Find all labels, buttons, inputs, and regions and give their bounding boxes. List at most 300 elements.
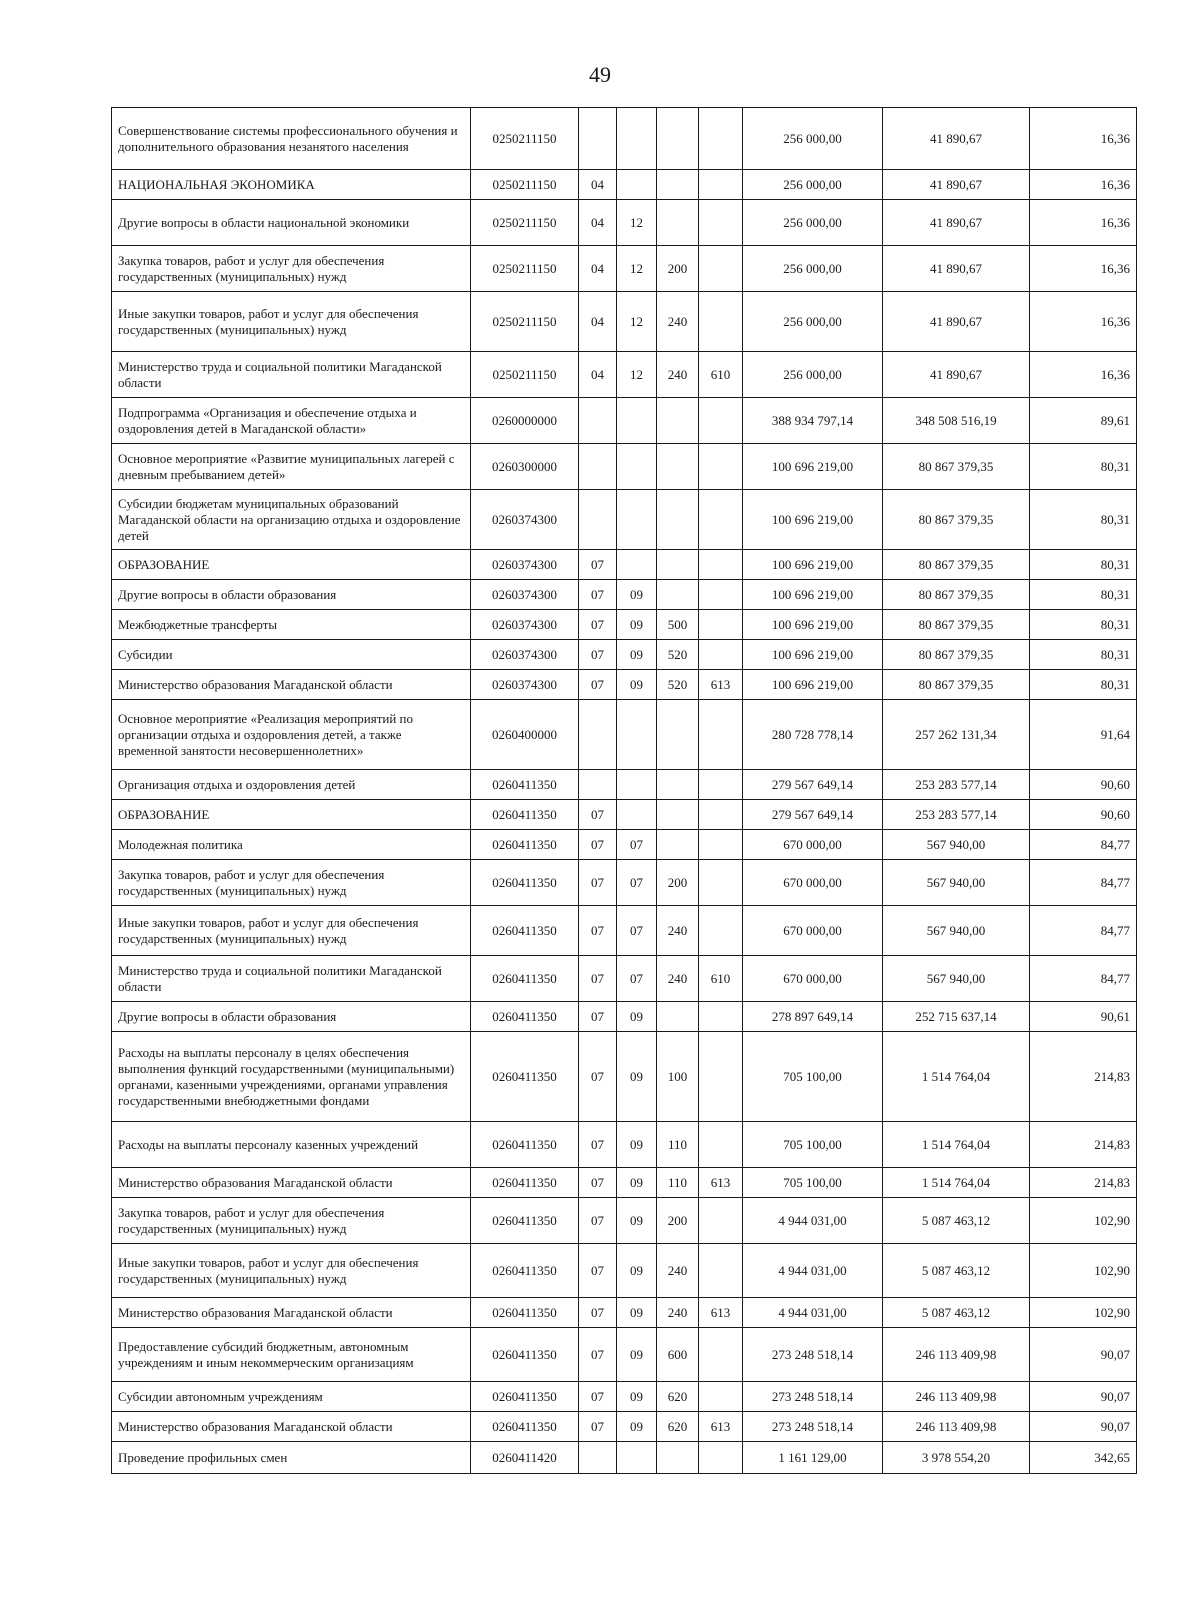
row-plan: 100 696 219,00 [743, 444, 883, 490]
row-fact: 246 113 409,98 [883, 1412, 1030, 1442]
row-percent: 80,31 [1030, 640, 1137, 670]
row-plan: 670 000,00 [743, 860, 883, 906]
row-fact: 567 940,00 [883, 830, 1030, 860]
row-percent: 16,36 [1030, 170, 1137, 200]
row-section: 04 [579, 170, 617, 200]
row-name: Подпрограмма «Организация и обеспечение отдыха и оздоровления детей в Магаданской области» [112, 398, 471, 444]
row-administrator: 613 [699, 670, 743, 700]
row-percent: 80,31 [1030, 670, 1137, 700]
row-administrator [699, 1382, 743, 1412]
row-percent: 102,90 [1030, 1198, 1137, 1244]
row-section: 04 [579, 292, 617, 352]
row-plan: 100 696 219,00 [743, 610, 883, 640]
row-name: Субсидии бюджетам муниципальных образований Магаданской области на организацию отдыха и оздоровление детей [112, 490, 471, 550]
row-code: 0260411350 [471, 1244, 579, 1298]
row-code: 0260000000 [471, 398, 579, 444]
row-administrator [699, 1002, 743, 1032]
row-fact: 253 283 577,14 [883, 800, 1030, 830]
row-expense-type [657, 770, 699, 800]
row-expense-type: 110 [657, 1168, 699, 1198]
row-administrator [699, 1328, 743, 1382]
row-expense-type: 240 [657, 906, 699, 956]
row-percent: 90,60 [1030, 770, 1137, 800]
row-plan: 705 100,00 [743, 1122, 883, 1168]
row-section: 07 [579, 1002, 617, 1032]
row-plan: 280 728 778,14 [743, 700, 883, 770]
row-subsection: 07 [617, 956, 657, 1002]
row-plan: 100 696 219,00 [743, 640, 883, 670]
row-fact: 253 283 577,14 [883, 770, 1030, 800]
row-subsection: 09 [617, 610, 657, 640]
row-section: 04 [579, 246, 617, 292]
row-name: Предоставление субсидий бюджетным, автономным учреждениям и иным некоммерческим организациям [112, 1328, 471, 1382]
row-administrator [699, 398, 743, 444]
row-name: Организация отдыха и оздоровления детей [112, 770, 471, 800]
row-name: Закупка товаров, работ и услуг для обеспечения государственных (муниципальных) нужд [112, 1198, 471, 1244]
row-fact: 80 867 379,35 [883, 610, 1030, 640]
row-administrator [699, 830, 743, 860]
row-plan: 4 944 031,00 [743, 1244, 883, 1298]
row-section: 07 [579, 800, 617, 830]
budget-table [111, 107, 1137, 1474]
row-subsection: 09 [617, 1002, 657, 1032]
row-section: 07 [579, 1198, 617, 1244]
row-section: 07 [579, 670, 617, 700]
row-fact: 80 867 379,35 [883, 550, 1030, 580]
row-expense-type: 200 [657, 1198, 699, 1244]
row-subsection [617, 490, 657, 550]
row-section: 07 [579, 1244, 617, 1298]
row-percent: 89,61 [1030, 398, 1137, 444]
row-percent: 90,61 [1030, 1002, 1137, 1032]
row-code: 0250211150 [471, 246, 579, 292]
row-expense-type [657, 700, 699, 770]
row-subsection [617, 700, 657, 770]
row-subsection: 12 [617, 200, 657, 246]
row-subsection [617, 170, 657, 200]
row-section: 07 [579, 906, 617, 956]
row-plan: 273 248 518,14 [743, 1412, 883, 1442]
row-administrator [699, 550, 743, 580]
row-expense-type [657, 800, 699, 830]
table-row [112, 700, 1137, 770]
row-fact: 1 514 764,04 [883, 1168, 1030, 1198]
row-subsection: 07 [617, 860, 657, 906]
row-fact: 80 867 379,35 [883, 490, 1030, 550]
row-administrator [699, 1442, 743, 1474]
row-plan: 256 000,00 [743, 352, 883, 398]
row-subsection: 09 [617, 1328, 657, 1382]
row-code: 0260374300 [471, 670, 579, 700]
row-plan: 256 000,00 [743, 292, 883, 352]
row-percent: 80,31 [1030, 550, 1137, 580]
row-expense-type: 110 [657, 1122, 699, 1168]
row-name: Молодежная политика [112, 830, 471, 860]
row-percent: 16,36 [1030, 352, 1137, 398]
table-row [112, 610, 1137, 640]
row-percent: 90,07 [1030, 1328, 1137, 1382]
row-section [579, 1442, 617, 1474]
row-code: 0250211150 [471, 170, 579, 200]
row-fact: 5 087 463,12 [883, 1244, 1030, 1298]
row-name: ОБРАЗОВАНИЕ [112, 550, 471, 580]
row-expense-type [657, 580, 699, 610]
row-section: 07 [579, 1032, 617, 1122]
table-row [112, 1382, 1137, 1412]
row-section: 07 [579, 1382, 617, 1412]
row-section: 04 [579, 200, 617, 246]
row-percent: 84,77 [1030, 906, 1137, 956]
row-code: 0260411350 [471, 1032, 579, 1122]
row-fact: 41 890,67 [883, 352, 1030, 398]
table-row [112, 200, 1137, 246]
row-fact: 80 867 379,35 [883, 580, 1030, 610]
row-name: Министерство образования Магаданской области [112, 670, 471, 700]
row-code: 0260411350 [471, 906, 579, 956]
row-expense-type: 620 [657, 1412, 699, 1442]
row-subsection [617, 770, 657, 800]
row-name: Основное мероприятие «Реализация мероприятий по организации отдыха и оздоровления детей, а также временной занятости несовершеннолетних» [112, 700, 471, 770]
row-percent: 16,36 [1030, 292, 1137, 352]
row-fact: 80 867 379,35 [883, 670, 1030, 700]
row-fact: 252 715 637,14 [883, 1002, 1030, 1032]
row-section: 07 [579, 640, 617, 670]
row-code: 0260374300 [471, 550, 579, 580]
table-row [112, 1002, 1137, 1032]
row-name: Иные закупки товаров, работ и услуг для обеспечения государственных (муниципальных) нужд [112, 906, 471, 956]
row-code: 0260374300 [471, 490, 579, 550]
row-plan: 256 000,00 [743, 200, 883, 246]
row-expense-type: 200 [657, 860, 699, 906]
row-plan: 273 248 518,14 [743, 1328, 883, 1382]
row-administrator [699, 1032, 743, 1122]
row-administrator [699, 610, 743, 640]
row-fact: 41 890,67 [883, 292, 1030, 352]
row-administrator [699, 246, 743, 292]
row-administrator [699, 1244, 743, 1298]
row-plan: 4 944 031,00 [743, 1298, 883, 1328]
row-percent: 214,83 [1030, 1032, 1137, 1122]
row-name: Министерство образования Магаданской области [112, 1168, 471, 1198]
row-section: 07 [579, 1328, 617, 1382]
row-subsection: 09 [617, 580, 657, 610]
table-row [112, 490, 1137, 550]
row-code: 0260411350 [471, 1412, 579, 1442]
row-section: 04 [579, 352, 617, 398]
row-name: Закупка товаров, работ и услуг для обеспечения государственных (муниципальных) нужд [112, 860, 471, 906]
row-percent: 102,90 [1030, 1244, 1137, 1298]
table-row [112, 398, 1137, 444]
row-name: Министерство труда и социальной политики Магаданской области [112, 352, 471, 398]
row-subsection: 09 [617, 1198, 657, 1244]
row-code: 0260411420 [471, 1442, 579, 1474]
row-subsection: 12 [617, 246, 657, 292]
row-percent: 84,77 [1030, 830, 1137, 860]
row-code: 0260374300 [471, 610, 579, 640]
row-subsection: 12 [617, 292, 657, 352]
row-administrator [699, 444, 743, 490]
row-name: НАЦИОНАЛЬНАЯ ЭКОНОМИКА [112, 170, 471, 200]
row-expense-type: 520 [657, 640, 699, 670]
row-code: 0260411350 [471, 1198, 579, 1244]
row-expense-type [657, 1442, 699, 1474]
row-expense-type [657, 490, 699, 550]
row-administrator [699, 292, 743, 352]
row-code: 0260374300 [471, 640, 579, 670]
row-code: 0250211150 [471, 292, 579, 352]
table-row [112, 170, 1137, 200]
row-code: 0260411350 [471, 770, 579, 800]
row-code: 0260411350 [471, 1382, 579, 1412]
row-administrator [699, 700, 743, 770]
row-administrator [699, 800, 743, 830]
row-plan: 273 248 518,14 [743, 1382, 883, 1412]
table-row [112, 1032, 1137, 1122]
row-name: Министерство образования Магаданской области [112, 1298, 471, 1328]
row-name: Иные закупки товаров, работ и услуг для обеспечения государственных (муниципальных) нужд [112, 1244, 471, 1298]
row-name: Межбюджетные трансферты [112, 610, 471, 640]
row-name: Закупка товаров, работ и услуг для обеспечения государственных (муниципальных) нужд [112, 246, 471, 292]
table-row [112, 444, 1137, 490]
row-subsection [617, 800, 657, 830]
row-fact: 567 940,00 [883, 906, 1030, 956]
row-plan: 279 567 649,14 [743, 800, 883, 830]
row-administrator [699, 200, 743, 246]
row-expense-type [657, 200, 699, 246]
row-fact: 1 514 764,04 [883, 1032, 1030, 1122]
row-expense-type [657, 1002, 699, 1032]
row-plan: 100 696 219,00 [743, 550, 883, 580]
table-row [112, 830, 1137, 860]
row-plan: 670 000,00 [743, 906, 883, 956]
row-fact: 80 867 379,35 [883, 444, 1030, 490]
row-percent: 214,83 [1030, 1122, 1137, 1168]
row-name: Проведение профильных смен [112, 1442, 471, 1474]
row-name: Совершенствование системы профессионального обучения и дополнительного образования незанятого населения [112, 108, 471, 170]
row-code: 0260411350 [471, 860, 579, 906]
row-administrator [699, 490, 743, 550]
row-percent: 91,64 [1030, 700, 1137, 770]
table-row [112, 580, 1137, 610]
row-subsection: 09 [617, 1412, 657, 1442]
row-administrator: 610 [699, 352, 743, 398]
row-section [579, 108, 617, 170]
row-subsection: 09 [617, 640, 657, 670]
row-subsection: 09 [617, 1244, 657, 1298]
row-expense-type: 100 [657, 1032, 699, 1122]
table-row [112, 860, 1137, 906]
row-fact: 348 508 516,19 [883, 398, 1030, 444]
row-section: 07 [579, 550, 617, 580]
row-percent: 16,36 [1030, 246, 1137, 292]
row-expense-type [657, 550, 699, 580]
row-code: 0260411350 [471, 800, 579, 830]
row-plan: 278 897 649,14 [743, 1002, 883, 1032]
row-fact: 567 940,00 [883, 956, 1030, 1002]
page-number: 49 [589, 62, 611, 87]
row-administrator [699, 1198, 743, 1244]
row-subsection [617, 1442, 657, 1474]
row-name: Основное мероприятие «Развитие муниципальных лагерей с дневным пребыванием детей» [112, 444, 471, 490]
row-section: 07 [579, 1298, 617, 1328]
row-subsection [617, 398, 657, 444]
row-section: 07 [579, 610, 617, 640]
row-code: 0260411350 [471, 830, 579, 860]
row-name: Другие вопросы в области образования [112, 580, 471, 610]
row-code: 0250211150 [471, 108, 579, 170]
row-subsection: 07 [617, 906, 657, 956]
table-row [112, 550, 1137, 580]
table-row [112, 352, 1137, 398]
row-subsection [617, 444, 657, 490]
table-row [112, 906, 1137, 956]
row-expense-type: 240 [657, 1244, 699, 1298]
row-fact: 3 978 554,20 [883, 1442, 1030, 1474]
row-fact: 41 890,67 [883, 108, 1030, 170]
row-code: 0260411350 [471, 1002, 579, 1032]
row-percent: 214,83 [1030, 1168, 1137, 1198]
table-row [112, 246, 1137, 292]
row-name: Расходы на выплаты персоналу казенных учреждений [112, 1122, 471, 1168]
row-code: 0250211150 [471, 352, 579, 398]
row-fact: 246 113 409,98 [883, 1382, 1030, 1412]
row-fact: 246 113 409,98 [883, 1328, 1030, 1382]
table-row [112, 1122, 1137, 1168]
row-expense-type: 520 [657, 670, 699, 700]
table-row [112, 1328, 1137, 1382]
row-section: 07 [579, 580, 617, 610]
table-row [112, 108, 1137, 170]
row-fact: 80 867 379,35 [883, 640, 1030, 670]
row-expense-type: 240 [657, 352, 699, 398]
row-name: Субсидии [112, 640, 471, 670]
table-row [112, 800, 1137, 830]
row-expense-type: 600 [657, 1328, 699, 1382]
row-subsection: 09 [617, 1298, 657, 1328]
row-expense-type [657, 170, 699, 200]
row-administrator: 613 [699, 1412, 743, 1442]
row-expense-type: 620 [657, 1382, 699, 1412]
row-plan: 100 696 219,00 [743, 670, 883, 700]
row-percent: 84,77 [1030, 956, 1137, 1002]
row-percent: 90,07 [1030, 1412, 1137, 1442]
row-plan: 4 944 031,00 [743, 1198, 883, 1244]
row-section [579, 490, 617, 550]
table-row [112, 670, 1137, 700]
row-name: Другие вопросы в области образования [112, 1002, 471, 1032]
row-code: 0260411350 [471, 1168, 579, 1198]
row-name: Министерство труда и социальной политики Магаданской области [112, 956, 471, 1002]
row-administrator [699, 770, 743, 800]
row-percent: 16,36 [1030, 200, 1137, 246]
row-plan: 705 100,00 [743, 1168, 883, 1198]
row-expense-type: 240 [657, 292, 699, 352]
row-code: 0250211150 [471, 200, 579, 246]
row-subsection [617, 550, 657, 580]
row-fact: 1 514 764,04 [883, 1122, 1030, 1168]
table-row [112, 1198, 1137, 1244]
row-section: 07 [579, 830, 617, 860]
table-row [112, 640, 1137, 670]
row-section: 07 [579, 1122, 617, 1168]
row-subsection [617, 108, 657, 170]
row-fact: 5 087 463,12 [883, 1298, 1030, 1328]
row-name: Расходы на выплаты персоналу в целях обеспечения выполнения функций государственными (муниципальными) органами, казенными учреждениями, органами управления государственными внебюджетными фондами [112, 1032, 471, 1122]
row-plan: 256 000,00 [743, 170, 883, 200]
table-row [112, 1298, 1137, 1328]
row-code: 0260374300 [471, 580, 579, 610]
row-plan: 100 696 219,00 [743, 580, 883, 610]
row-fact: 5 087 463,12 [883, 1198, 1030, 1244]
row-section [579, 398, 617, 444]
row-subsection: 09 [617, 1032, 657, 1122]
row-subsection: 09 [617, 670, 657, 700]
row-expense-type [657, 830, 699, 860]
row-expense-type: 500 [657, 610, 699, 640]
row-expense-type: 240 [657, 956, 699, 1002]
row-name: Другие вопросы в области национальной экономики [112, 200, 471, 246]
row-plan: 705 100,00 [743, 1032, 883, 1122]
row-subsection: 09 [617, 1382, 657, 1412]
table-row [112, 1442, 1137, 1474]
row-fact: 41 890,67 [883, 170, 1030, 200]
row-plan: 388 934 797,14 [743, 398, 883, 444]
row-subsection: 07 [617, 830, 657, 860]
row-subsection: 09 [617, 1122, 657, 1168]
row-code: 0260411350 [471, 1328, 579, 1382]
table-row [112, 1168, 1137, 1198]
row-code: 0260300000 [471, 444, 579, 490]
row-subsection: 12 [617, 352, 657, 398]
row-expense-type: 240 [657, 1298, 699, 1328]
row-percent: 80,31 [1030, 490, 1137, 550]
row-section: 07 [579, 956, 617, 1002]
row-fact: 567 940,00 [883, 860, 1030, 906]
row-percent: 90,60 [1030, 800, 1137, 830]
row-section: 07 [579, 860, 617, 906]
row-administrator: 610 [699, 956, 743, 1002]
row-administrator [699, 170, 743, 200]
row-expense-type [657, 444, 699, 490]
row-plan: 100 696 219,00 [743, 490, 883, 550]
row-code: 0260400000 [471, 700, 579, 770]
row-fact: 41 890,67 [883, 246, 1030, 292]
row-section: 07 [579, 1412, 617, 1442]
row-code: 0260411350 [471, 1122, 579, 1168]
row-percent: 102,90 [1030, 1298, 1137, 1328]
row-name: Иные закупки товаров, работ и услуг для обеспечения государственных (муниципальных) нужд [112, 292, 471, 352]
row-administrator [699, 860, 743, 906]
row-plan: 1 161 129,00 [743, 1442, 883, 1474]
row-section: 07 [579, 1168, 617, 1198]
row-fact: 41 890,67 [883, 200, 1030, 246]
table-row [112, 1244, 1137, 1298]
row-plan: 256 000,00 [743, 108, 883, 170]
row-code: 0260411350 [471, 1298, 579, 1328]
row-administrator: 613 [699, 1168, 743, 1198]
row-plan: 670 000,00 [743, 830, 883, 860]
row-percent: 342,65 [1030, 1442, 1137, 1474]
row-section [579, 444, 617, 490]
table-row [112, 956, 1137, 1002]
row-name: ОБРАЗОВАНИЕ [112, 800, 471, 830]
row-percent: 80,31 [1030, 444, 1137, 490]
row-subsection: 09 [617, 1168, 657, 1198]
row-name: Субсидии автономным учреждениям [112, 1382, 471, 1412]
row-expense-type [657, 398, 699, 444]
row-expense-type: 200 [657, 246, 699, 292]
row-name: Министерство образования Магаданской области [112, 1412, 471, 1442]
